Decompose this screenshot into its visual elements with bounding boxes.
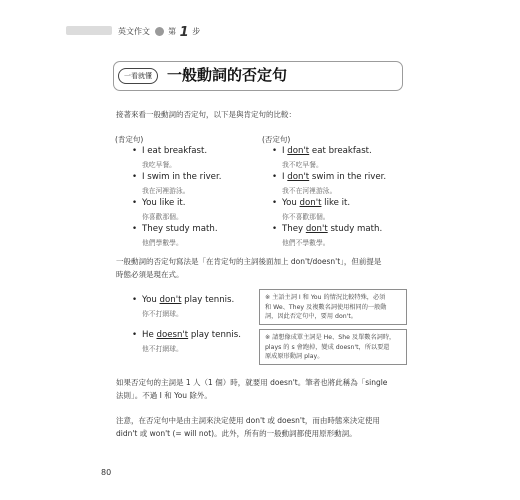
- negative-translation: 我不在河裡游泳。: [282, 187, 337, 195]
- header-dot-icon: [155, 27, 164, 36]
- example-translation: 你不打網球。: [142, 310, 183, 318]
- negative-item: • I don't eat breakfast.: [272, 146, 372, 156]
- affirmative-item: • I swim in the river.: [132, 172, 222, 182]
- note-paragraph-line: 注意，在否定句中是由主詞來決定使用 don't 或 doesn't，而由時態來決定使用: [116, 416, 380, 425]
- single-rule-line: 法則」。不過 I 和 You 除外。: [116, 391, 212, 400]
- example-item: • He doesn't play tennis.: [132, 330, 241, 340]
- affirmative-label: (肯定句): [115, 135, 144, 144]
- negative-translation: 你不喜歡那個。: [282, 213, 330, 221]
- affirmative-translation: 我在河裡游泳。: [142, 187, 190, 195]
- rule-line: 一般動詞的否定句寫法是「在肯定句的主詞後面加上 don't/doesn't」，但前提是: [116, 257, 382, 266]
- note-box: ※ 請想像成單主詞是 He、She 及單數名詞時， plays 的 s 會跑掉，變成 doesn't，所以要還 原成原形動詞 play。: [259, 329, 407, 365]
- example-translation: 他不打網球。: [142, 345, 183, 353]
- step-prefix: 第: [168, 27, 177, 36]
- negative-item: • They don't study math.: [272, 224, 383, 234]
- page-number: 80: [101, 468, 112, 477]
- affirmative-translation: 他們學數學。: [142, 239, 183, 247]
- note-paragraph-line: didn't 或 won't (= will not)。此外，所有的一般動詞都使用原形動詞。: [116, 429, 357, 438]
- affirmative-translation: 你喜歡那個。: [142, 213, 183, 221]
- intro-text: 接著來看一般動詞的否定句，以下是與肯定句的比較：: [116, 110, 296, 119]
- running-header: [118, 25, 200, 40]
- single-rule-line: 如果否定句的主詞是 1 人（1 個）時，就要用 doesn't。筆者也將此稱為「single: [116, 378, 388, 387]
- negative-translation: 我不吃早餐。: [282, 161, 323, 169]
- note-box: ※ 主語主詞 I 和 You 的情況比較特殊，必須 和 We、They 及複數名詞使用相同的一般動 詞，因此否定句中，要用 don't。: [259, 289, 407, 325]
- affirmative-item: • They study math.: [132, 224, 218, 234]
- book-title: 英文作文: [118, 27, 150, 36]
- rule-line: 時態必須是現在式。: [116, 270, 184, 279]
- affirmative-item: • I eat breakfast.: [132, 146, 208, 156]
- step-suffix: 步: [192, 27, 201, 36]
- affirmative-translation: 我吃早餐。: [142, 161, 176, 169]
- negative-item: • I don't swim in the river.: [272, 172, 387, 182]
- page-title: 一般動詞的否定句: [167, 66, 288, 84]
- negative-translation: 他們不學數學。: [282, 239, 330, 247]
- example-item: • You don't play tennis.: [132, 295, 235, 305]
- step-number: 1: [179, 25, 189, 40]
- title-tag: 一看就懂: [118, 68, 158, 84]
- negative-item: • You don't like it.: [272, 198, 351, 208]
- affirmative-item: • You like it.: [132, 198, 186, 208]
- negative-label: (否定句): [262, 135, 291, 144]
- header-bar: [66, 26, 112, 35]
